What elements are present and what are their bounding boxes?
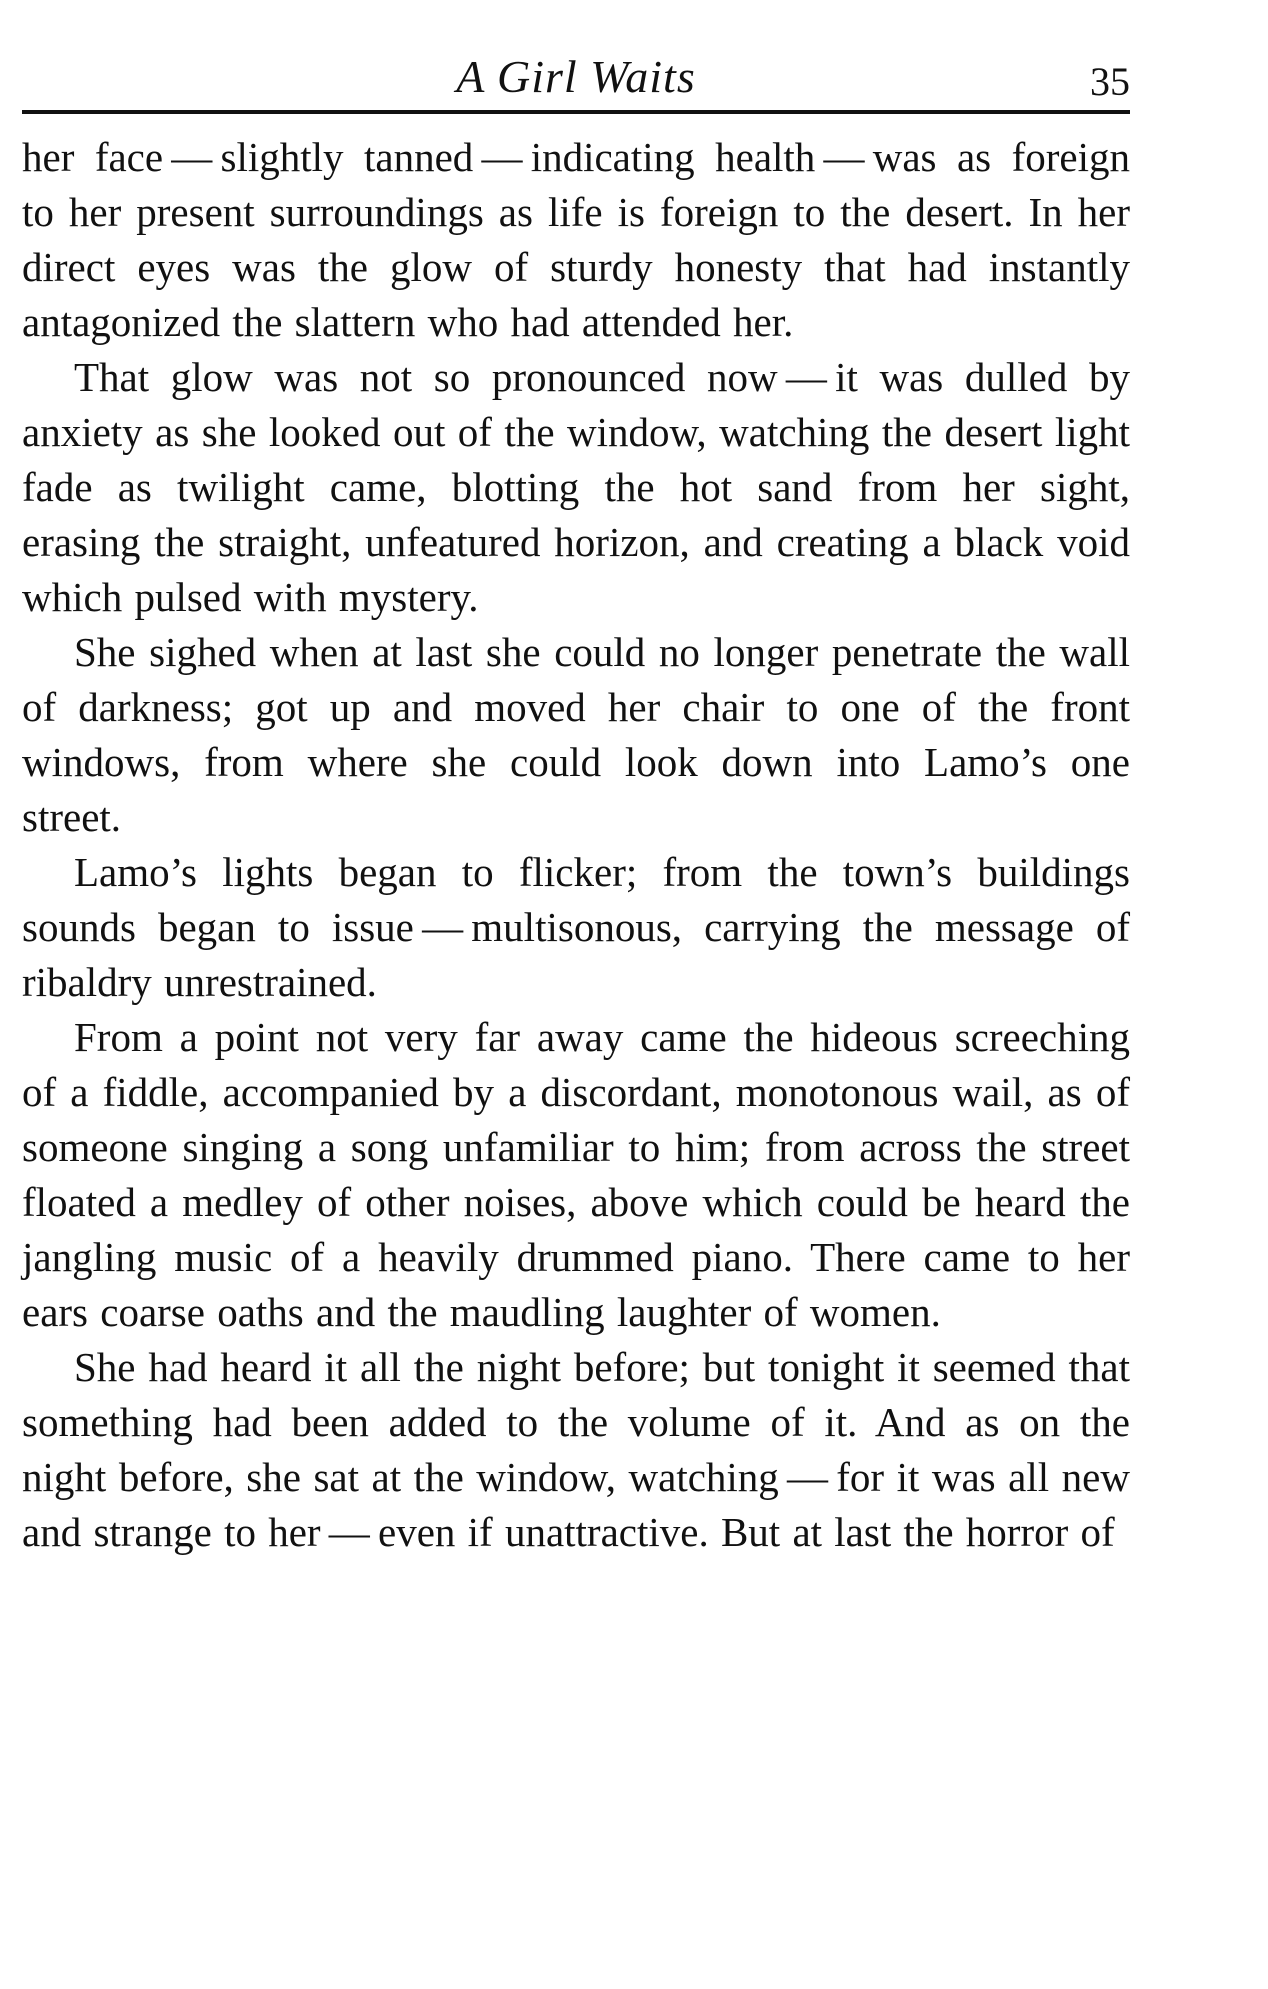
paragraph-4: Lamo’s lights began to flicker; from the town’s buildings sounds began to issue — multisonous, carrying the message of ribaldry unrestrained. <box>22 849 1130 1005</box>
paragraph-2: That glow was not so pronounced now — it was dulled by anxiety as she looked out of the window, watching the desert light fade as twilight came, blotting the hot sand from her sight, erasing the straight, unfeatured horizon, and creating a black void which pulsed with mystery. <box>22 354 1130 620</box>
running-title: A Girl Waits <box>456 51 696 102</box>
page-number: 35 <box>1090 59 1130 104</box>
running-head <box>22 40 1130 114</box>
body-text <box>22 130 1130 1560</box>
paragraph-1: her face — slightly tanned — indicating health — was as foreign to her present surroundings as life is foreign to the desert. In her direct eyes was the glow of sturdy honesty that had instantly antagonized the slattern who had attended her. <box>22 134 1130 345</box>
paragraph-5: From a point not very far away came the hideous screeching of a fiddle, accompanied by a discordant, monotonous wail, as of someone singing a song unfamiliar to him; from across the street floated a medley of other noises, above which could be heard the jangling music of a heavily drummed piano. There came to her ears coarse oaths and the maudling laughter of women. <box>22 1014 1130 1335</box>
paragraph-3: She sighed when at last she could no longer penetrate the wall of darkness; got up and moved her chair to one of the front windows, from where she could look down into Lamo’s one street. <box>22 629 1130 840</box>
book-page <box>22 40 1130 1560</box>
paragraph-6: She had heard it all the night before; but tonight it seemed that something had been added to the volume of it. And as on the night before, she sat at the window, watching — for it was all new and strange to her — even if unattractive. But at last the horror of <box>22 1344 1130 1555</box>
